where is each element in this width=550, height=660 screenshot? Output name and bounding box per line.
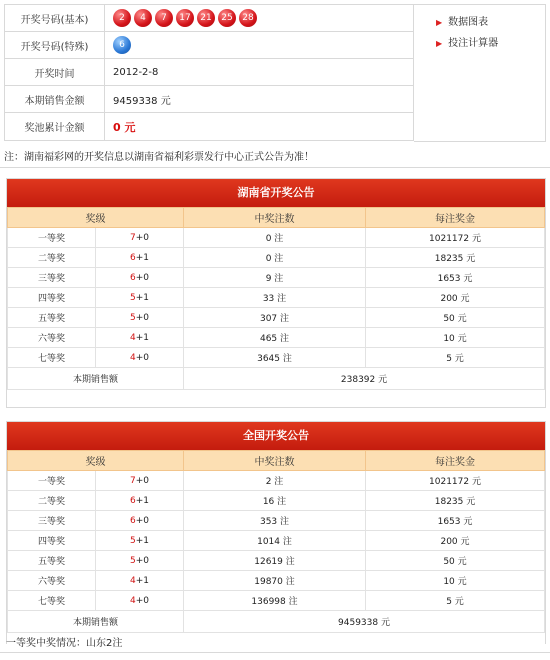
prize-amount: 1021172 元 bbox=[366, 228, 545, 248]
prize-amount: 50 元 bbox=[366, 551, 545, 571]
basic-numbers bbox=[105, 5, 414, 32]
match-numbers bbox=[96, 228, 184, 248]
prize-amount: 18235 元 bbox=[366, 491, 545, 511]
special-number-label: 开奖号码(特殊) bbox=[5, 32, 105, 59]
winning-count: 0 注 bbox=[184, 228, 366, 248]
red-match-count: 5 bbox=[129, 312, 136, 323]
national-rows bbox=[8, 471, 545, 611]
total-value: 9459338 元 bbox=[184, 611, 545, 633]
prize-name: 一等奖 bbox=[8, 228, 96, 248]
draw-info-table bbox=[4, 4, 414, 141]
blue-match-count: +0 bbox=[135, 232, 149, 243]
red-match-count: 6 bbox=[129, 272, 136, 283]
red-match-count: 5 bbox=[129, 535, 136, 546]
side-links bbox=[414, 4, 546, 142]
blue-match-count: +1 bbox=[135, 292, 149, 303]
jackpot-label: 奖池累计金额 bbox=[5, 113, 105, 141]
prize-amount: 5 元 bbox=[366, 348, 545, 368]
red-match-count: 4 bbox=[129, 575, 136, 586]
winning-count: 0 注 bbox=[184, 248, 366, 268]
prize-amount: 10 元 bbox=[366, 328, 545, 348]
prize-name: 三等奖 bbox=[8, 268, 96, 288]
prize-amount: 1653 元 bbox=[366, 268, 545, 288]
red-ball: 28 bbox=[239, 9, 257, 27]
red-match-count: 4 bbox=[129, 595, 136, 606]
table-row bbox=[8, 288, 545, 308]
table-row bbox=[8, 228, 545, 248]
table-row bbox=[8, 531, 545, 551]
match-numbers bbox=[96, 248, 184, 268]
data-chart-link-label: 数据图表 bbox=[448, 17, 489, 28]
prize-name: 四等奖 bbox=[8, 531, 96, 551]
blue-match-count: +0 bbox=[135, 312, 149, 323]
prize-name: 三等奖 bbox=[8, 511, 96, 531]
prize-amount: 200 元 bbox=[366, 288, 545, 308]
col-prize-level: 奖级 bbox=[8, 451, 184, 471]
hunan-bulletin-title: 湖南省开奖公告 bbox=[7, 179, 545, 207]
total-value: 238392 元 bbox=[184, 368, 545, 390]
table-header bbox=[8, 208, 545, 228]
col-winning-count: 中奖注数 bbox=[184, 208, 366, 228]
match-numbers bbox=[96, 471, 184, 491]
blue-match-count: +0 bbox=[135, 515, 149, 526]
prize-amount: 1021172 元 bbox=[366, 471, 545, 491]
match-numbers bbox=[96, 268, 184, 288]
winning-count: 19870 注 bbox=[184, 571, 366, 591]
blue-match-count: +0 bbox=[135, 555, 149, 566]
blue-match-count: +0 bbox=[135, 475, 149, 486]
red-match-count: 6 bbox=[129, 495, 136, 506]
prize-name: 四等奖 bbox=[8, 288, 96, 308]
col-winning-count: 中奖注数 bbox=[184, 451, 366, 471]
red-match-count: 6 bbox=[129, 515, 136, 526]
blue-ball: 6 bbox=[113, 36, 131, 54]
prize-name: 一等奖 bbox=[8, 471, 96, 491]
red-ball: 21 bbox=[197, 9, 215, 27]
prize-name: 五等奖 bbox=[8, 308, 96, 328]
prize-name: 七等奖 bbox=[8, 348, 96, 368]
red-match-count: 5 bbox=[129, 555, 136, 566]
blue-match-count: +1 bbox=[135, 535, 149, 546]
match-numbers bbox=[96, 511, 184, 531]
blue-match-count: +0 bbox=[135, 595, 149, 606]
red-match-count: 7 bbox=[129, 475, 136, 486]
table-row bbox=[8, 348, 545, 368]
prize-amount: 50 元 bbox=[366, 308, 545, 328]
triangle-right-icon: ▶ bbox=[436, 18, 443, 27]
winning-count: 465 注 bbox=[184, 328, 366, 348]
blue-match-count: +1 bbox=[135, 495, 149, 506]
match-numbers bbox=[96, 348, 184, 368]
table-row bbox=[8, 268, 545, 288]
winning-count: 307 注 bbox=[184, 308, 366, 328]
prize-amount: 1653 元 bbox=[366, 511, 545, 531]
red-match-count: 4 bbox=[129, 332, 136, 343]
prize-name: 五等奖 bbox=[8, 551, 96, 571]
winning-count: 16 注 bbox=[184, 491, 366, 511]
winning-count: 12619 注 bbox=[184, 551, 366, 571]
winning-count: 1014 注 bbox=[184, 531, 366, 551]
red-ball: 2 bbox=[113, 9, 131, 27]
red-match-count: 4 bbox=[129, 352, 136, 363]
jackpot-value: 0 元 bbox=[105, 113, 414, 141]
table-row bbox=[8, 551, 545, 571]
match-numbers bbox=[96, 288, 184, 308]
national-bulletin-title: 全国开奖公告 bbox=[7, 422, 545, 450]
divider bbox=[0, 652, 550, 653]
prize-amount: 10 元 bbox=[366, 571, 545, 591]
draw-date: 2012-2-8 bbox=[105, 59, 414, 86]
table-row bbox=[8, 511, 545, 531]
blue-match-count: +1 bbox=[135, 332, 149, 343]
match-numbers bbox=[96, 328, 184, 348]
red-match-count: 7 bbox=[129, 232, 136, 243]
national-prize-table bbox=[7, 450, 545, 633]
blue-match-count: +0 bbox=[135, 352, 149, 363]
table-row bbox=[8, 248, 545, 268]
prize-name: 二等奖 bbox=[8, 491, 96, 511]
special-number bbox=[105, 32, 414, 59]
prize-amount: 18235 元 bbox=[366, 248, 545, 268]
table-row bbox=[8, 471, 545, 491]
red-ball: 17 bbox=[176, 9, 194, 27]
first-prize-info: 一等奖中奖情况：山东2注 bbox=[6, 638, 123, 649]
hunan-bulletin bbox=[6, 178, 546, 408]
bet-calculator-link[interactable] bbox=[436, 34, 498, 49]
match-numbers bbox=[96, 531, 184, 551]
hunan-rows bbox=[8, 228, 545, 368]
winning-count: 353 注 bbox=[184, 511, 366, 531]
prize-name: 二等奖 bbox=[8, 248, 96, 268]
winning-count: 2 注 bbox=[184, 471, 366, 491]
total-label: 本期销售额 bbox=[8, 611, 184, 633]
winning-count: 136998 注 bbox=[184, 591, 366, 611]
sales-label: 本期销售金额 bbox=[5, 86, 105, 113]
disclaimer-note: 注：湖南福彩网的开奖信息以湖南省福利彩票发行中心正式公告为准！ bbox=[4, 152, 314, 163]
total-label: 本期销售额 bbox=[8, 368, 184, 390]
table-row bbox=[8, 611, 545, 633]
table-header bbox=[8, 451, 545, 471]
winning-count: 9 注 bbox=[184, 268, 366, 288]
match-numbers bbox=[96, 308, 184, 328]
draw-date-label: 开奖时间 bbox=[5, 59, 105, 86]
winning-count: 3645 注 bbox=[184, 348, 366, 368]
red-ball: 4 bbox=[134, 9, 152, 27]
triangle-right-icon: ▶ bbox=[436, 39, 443, 48]
national-bulletin bbox=[6, 421, 546, 644]
prize-name: 六等奖 bbox=[8, 328, 96, 348]
col-prize-amount: 每注奖金 bbox=[366, 451, 545, 471]
data-chart-link[interactable] bbox=[436, 13, 488, 28]
prize-name: 七等奖 bbox=[8, 591, 96, 611]
match-numbers bbox=[96, 571, 184, 591]
blue-match-count: +1 bbox=[135, 252, 149, 263]
table-row bbox=[8, 571, 545, 591]
table-row bbox=[8, 308, 545, 328]
table-row bbox=[8, 368, 545, 390]
red-ball: 7 bbox=[155, 9, 173, 27]
match-numbers bbox=[96, 491, 184, 511]
table-row bbox=[8, 491, 545, 511]
col-prize-level: 奖级 bbox=[8, 208, 184, 228]
match-numbers bbox=[96, 591, 184, 611]
red-ball: 25 bbox=[218, 9, 236, 27]
winning-count: 33 注 bbox=[184, 288, 366, 308]
col-prize-amount: 每注奖金 bbox=[366, 208, 545, 228]
prize-amount: 5 元 bbox=[366, 591, 545, 611]
prize-name: 六等奖 bbox=[8, 571, 96, 591]
match-numbers bbox=[96, 551, 184, 571]
table-row bbox=[8, 328, 545, 348]
divider bbox=[0, 167, 550, 168]
hunan-prize-table bbox=[7, 207, 545, 390]
sales-value: 9459338 元 bbox=[105, 86, 414, 113]
table-row bbox=[8, 591, 545, 611]
red-match-count: 5 bbox=[129, 292, 136, 303]
blue-match-count: +1 bbox=[135, 575, 149, 586]
prize-amount: 200 元 bbox=[366, 531, 545, 551]
basic-numbers-label: 开奖号码(基本) bbox=[5, 5, 105, 32]
bet-calculator-link-label: 投注计算器 bbox=[448, 38, 499, 49]
red-match-count: 6 bbox=[129, 252, 136, 263]
blue-match-count: +0 bbox=[135, 272, 149, 283]
